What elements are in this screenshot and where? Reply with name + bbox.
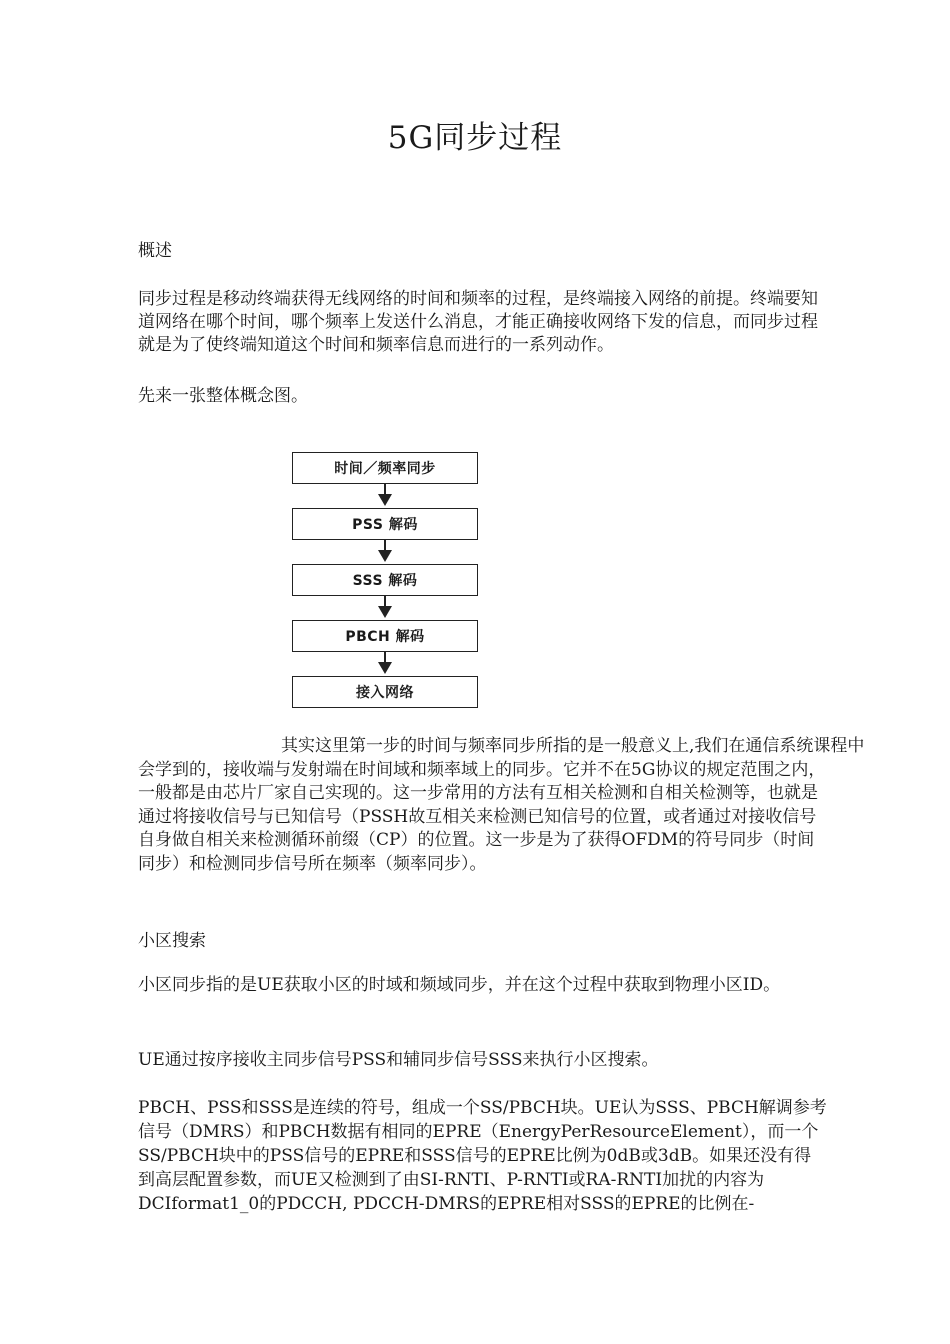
arrow-down-icon bbox=[378, 550, 392, 562]
arrow-down-icon bbox=[378, 606, 392, 618]
sync-explanation-body: 会学到的，接收端与发射端在时间域和频率域上的同步。它并不在5G协议的规定范围之内，一般都是由芯片厂家自己实现的。这一步常用的方法有互相关检测和自相关检测等，也就是通过将接收信号与已知信号（PSSH故互相关来检测已知信号的位置，或者通过对接收信号自身做自相关来检测循环前缀（CP）的位置。这一步是为了获得OFDM的符号同步（时间同步）和检测同步信号所在频率（频率同步）。 bbox=[138, 759, 826, 874]
ssb-epre-paragraph: PBCH、PSS和SSS是连续的符号，组成一个SS/PBCH块。UE认为SSS、PBCH解调参考信号（DMRS）和PBCH数据有相同的EPRE（EnergyPerResourceElement），而一个SS/PBCH块中的PSS信号的EPRE和SSS信号的EPRE比例为0dB或3dB。如果还没有得到高层配置参数，而UE又检测到了由SI-RNTI、P-RNTI或RA-RNTI加扰的内容为DCIformat1_0的PDCCH, PDCCH-DMRS的EPRE相对SSS的EPRE的比例在- bbox=[138, 1098, 827, 1214]
flow-step-time-freq-sync: 时间／频率同步 bbox=[292, 452, 478, 484]
arrow-down-icon bbox=[378, 494, 392, 506]
flow-step-network-access: 接入网络 bbox=[292, 676, 478, 708]
sync-explanation-paragraph bbox=[138, 735, 950, 876]
flow-step-pss-decode: PSS 解码 bbox=[292, 508, 478, 540]
sync-explanation-first-line: 其实这里第一步的时间与频率同步所指的是一般意义上,我们在通信系统课程中 bbox=[281, 736, 865, 756]
overview-paragraph: 同步过程是移动终端获得无线网络的时间和频率的过程，是终端接入网络的前提。终端要知道网络在哪个时间，哪个频率上发送什么消息，才能正确接收网络下发的信息，而同步过程就是为了使终端知道这个时间和频率信息而进行的一系列动作。 bbox=[138, 289, 818, 355]
cell-search-paragraph: UE通过按序接收主同步信号PSS和辅同步信号SSS来执行小区搜索。 bbox=[138, 1050, 659, 1070]
cell-sync-paragraph: 小区同步指的是UE获取小区的时域和频域同步，并在这个过程中获取到物理小区ID。 bbox=[138, 975, 781, 995]
sync-flowchart bbox=[286, 450, 486, 712]
flow-step-sss-decode: SSS 解码 bbox=[292, 564, 478, 596]
page-title: 5G同步过程 bbox=[387, 120, 563, 156]
flow-step-pbch-decode: PBCH 解码 bbox=[292, 620, 478, 652]
overview-intro-line: 先来一张整体概念图。 bbox=[138, 386, 308, 406]
section-heading-cell-search: 小区搜索 bbox=[138, 931, 206, 951]
arrow-down-icon bbox=[378, 662, 392, 674]
section-heading-overview: 概述 bbox=[138, 241, 172, 261]
